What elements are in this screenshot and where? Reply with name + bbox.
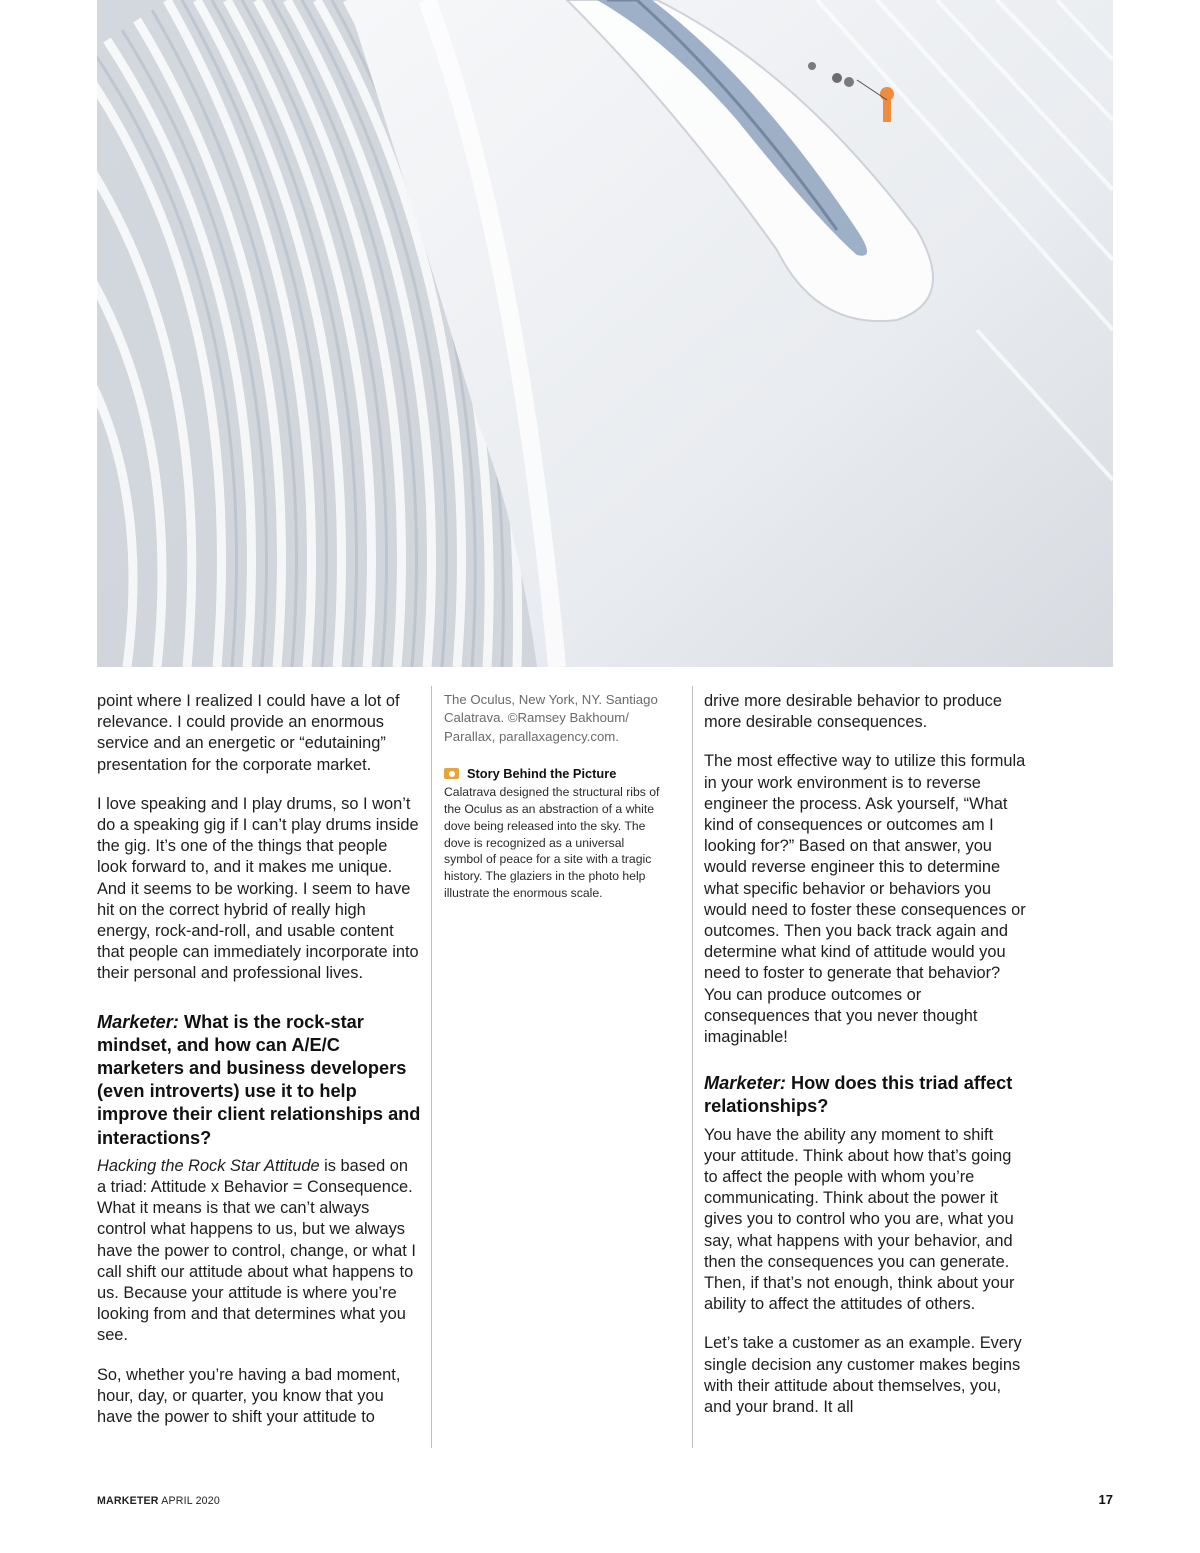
right-column bbox=[704, 691, 1026, 1418]
question-lead: Marketer: bbox=[97, 1011, 179, 1032]
left-paragraph-4: So, whether you’re having a bad moment, hour, day, or quarter, you know that you have the power to shift your attitude to bbox=[97, 1365, 401, 1427]
footer-publication bbox=[97, 1495, 220, 1507]
right-paragraph-2: The most effective way to utilize this formula in your work environment is to reverse engineer the process. Ask yourself, “What kind of consequences or outcomes am I looking for?” Based on that answer, you would reverse engineer this to determine what specific behavior or behaviors you would need to foster these consequences or outcomes. Then you back track again and determine what kind of attitude would you need to foster to generate that behavior? You can produce outcomes or consequences that you never thought imaginable! bbox=[704, 752, 1026, 1047]
right-paragraph-4: Let’s take a customer as an example. Every single decision any customer makes begins with their attitude about themselves, you, and your brand. It all bbox=[704, 1334, 1022, 1417]
oculus-photo-illustration bbox=[97, 0, 1113, 667]
issue-date: APRIL 2020 bbox=[161, 1495, 220, 1507]
book-title: Hacking the Rock Star Attitude bbox=[97, 1156, 320, 1175]
oculus-photo bbox=[97, 0, 1113, 667]
page-number: 17 bbox=[1098, 1492, 1113, 1507]
left-paragraph-3-text: is based on a triad: Attitude x Behavior = Consequence. What it means is that we can’t always control what happens to us, but we always have the power to control, change, or what I call shift our attitude about what happens to us. Because your attitude is where you’re looking from and that determines what you see. bbox=[97, 1156, 416, 1345]
left-paragraph-1: point where I realized I could have a lot of relevance. I could provide an enormous service and an energetic or “edutaining” presentation for the corporate market. bbox=[97, 692, 400, 774]
left-paragraph-3 bbox=[97, 1156, 421, 1347]
left-column bbox=[97, 691, 421, 1428]
question-lead: Marketer: bbox=[704, 1073, 786, 1094]
magazine-name: MARKETER bbox=[97, 1495, 159, 1507]
question-heading-1 bbox=[97, 1011, 421, 1150]
column-divider-1 bbox=[431, 686, 432, 1448]
photo-caption: The Oculus, New York, NY. Santiago Calatrava. ©Ramsey Bakhoum/ Parallax, parallaxagency.com. bbox=[444, 692, 658, 744]
middle-column bbox=[444, 691, 666, 902]
right-paragraph-1: drive more desirable behavior to produce more desirable consequences. bbox=[704, 692, 1002, 732]
question-text: How does this triad affect relationships? bbox=[704, 1073, 1013, 1117]
story-title: Story Behind the Picture bbox=[467, 766, 617, 782]
story-heading bbox=[444, 766, 666, 781]
story-text: Calatrava designed the structural ribs of the Oculus as an abstraction of a white dove being released into the sky. The dove is recognized as a universal symbol of peace for a site with a tragic history. The glaziers in the photo help illustrate the enormous scale. bbox=[444, 785, 660, 900]
right-paragraph-3: You have the ability any moment to shift your attitude. Think about how that’s going to affect the people with whom you’re communicating. Think about the power it gives you to control who you are, what you say, what happens with your behavior, and then the consequences you can generate. Then, if that’s not enough, think about your ability to affect the attitudes of others. bbox=[704, 1125, 1015, 1314]
column-divider-2 bbox=[692, 686, 693, 1448]
left-paragraph-2: I love speaking and I play drums, so I won’t do a speaking gig if I can’t play drums inside the gig. It’s one of the things that people look forward to, and it makes me unique. And it seems to be working. I seem to have hit on the correct hybrid of really high energy, rock-and-roll, and usable content that people can immediately incorporate into their personal and professional lives. bbox=[97, 794, 419, 983]
question-text: What is the rock-star mindset, and how can A/E/C marketers and business developers (even introverts) use it to help improve their client relationships and interactions? bbox=[97, 1011, 421, 1148]
question-heading-2 bbox=[704, 1072, 1026, 1118]
camera-icon bbox=[444, 768, 459, 779]
